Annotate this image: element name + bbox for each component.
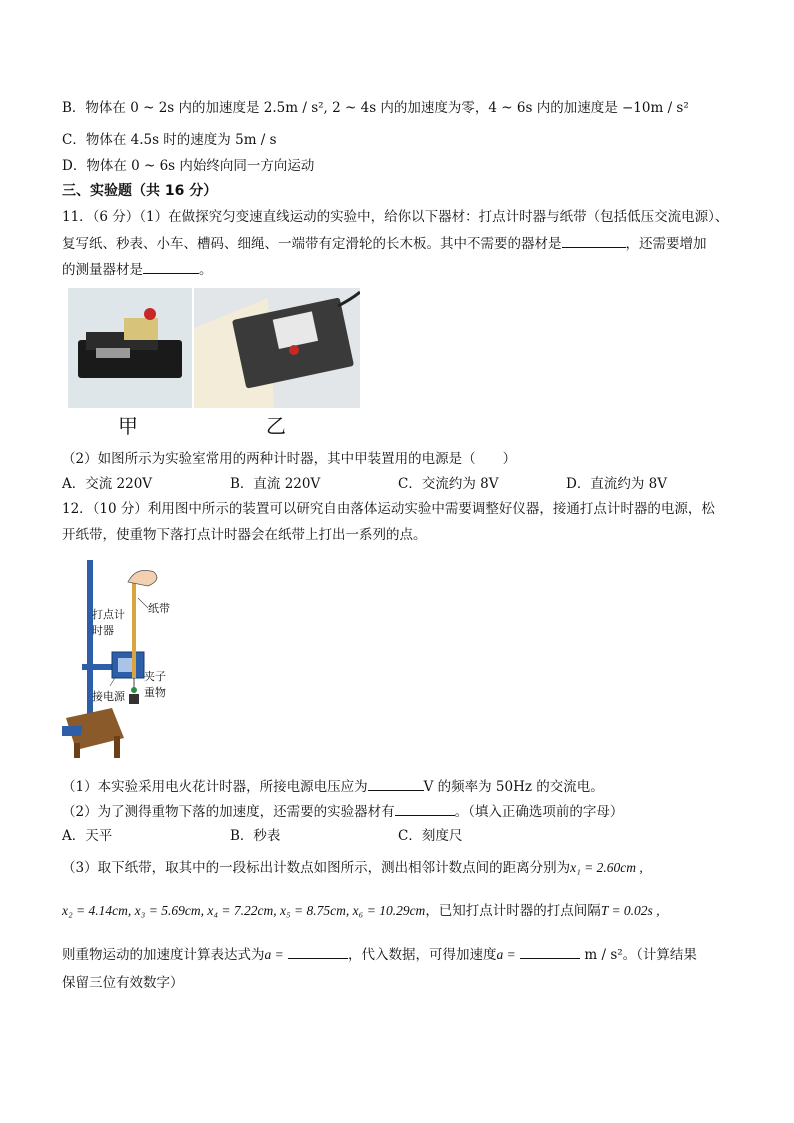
distances-formula: x₂ = 4.14cm, x₃ = 5.69cm, x₄ = 7.22cm, x₅ = 8.75cm, x₆ = 10.29cm bbox=[62, 903, 426, 918]
q12-part3-text-b: ，已知打点计时器的打点间隔 bbox=[425, 903, 601, 919]
q12-option-a[interactable]: A．天平 bbox=[62, 828, 113, 844]
answer-blank[interactable] bbox=[288, 944, 348, 959]
answer-blank[interactable] bbox=[143, 259, 199, 274]
q12-part1 bbox=[62, 776, 604, 797]
red-knob bbox=[144, 308, 156, 320]
label-timer-2: 时器 bbox=[92, 624, 114, 637]
timer-photos bbox=[68, 288, 360, 410]
q11-text-d: 。 bbox=[199, 262, 213, 278]
q12-line-1: 12．（10 分）利用图中所示的装置可以研究自由落体运动实验中需要调整好仪器，接通打点计时器的电源，松 bbox=[62, 501, 715, 517]
q11-text-c: 的测量器材是 bbox=[62, 262, 143, 278]
q12-part2 bbox=[62, 801, 623, 822]
q11-line-2 bbox=[62, 233, 707, 254]
label-timer: 打点计 bbox=[92, 608, 125, 621]
free-fall-apparatus bbox=[62, 558, 202, 758]
q12-part3-answer bbox=[62, 944, 697, 965]
metal-plate bbox=[96, 348, 130, 358]
q11-text-b: ，还需要增加 bbox=[625, 236, 707, 252]
label-yi: 乙 bbox=[266, 414, 286, 438]
q11-option-b[interactable]: B．直流 220V bbox=[230, 476, 321, 492]
period-formula: T = 0.02s , bbox=[600, 903, 660, 918]
q12-part3-values bbox=[62, 901, 660, 921]
q12-part2-text-b: 。（填入正确选项前的字母） bbox=[454, 804, 624, 820]
q11-line-1: 11．（6 分）（1）在做探究匀变速直线运动的实验中，给你以下器材：打点计时器与纸带（包括低压交流电源）、 bbox=[62, 209, 729, 225]
q11-part2: （2）如图所示为实验室常用的两种计时器，其中甲装置用的电源是（ ） bbox=[62, 451, 517, 467]
a-symbol: a = bbox=[496, 947, 516, 962]
q12-text-unit: m / s²。（计算结果 bbox=[584, 947, 697, 963]
answer-blank[interactable] bbox=[395, 801, 455, 816]
q12-option-b[interactable]: B．秒表 bbox=[230, 828, 281, 844]
section-title: 三、实验题（共 16 分） bbox=[62, 183, 218, 199]
label-jia: 甲 bbox=[118, 414, 138, 438]
q12-part2-text-a: （2）为了测得重物下落的加速度，还需要的实验器材有 bbox=[62, 804, 395, 820]
weight bbox=[129, 694, 139, 704]
option-c-text: C．物体在 4.5s 时的速度为 5m / s bbox=[62, 132, 277, 148]
table-leg bbox=[114, 736, 120, 758]
answer-blank[interactable] bbox=[562, 233, 626, 248]
q12-text-substitute: ，代入数据，可得加速度 bbox=[348, 947, 497, 963]
q12-part1-text-a: （1）本实验采用电火花计时器，所接电源电压应为 bbox=[62, 779, 368, 795]
paper-tape bbox=[132, 578, 136, 678]
q12-option-c[interactable]: C．刻度尺 bbox=[398, 828, 463, 844]
label-clip: 夹子 bbox=[144, 670, 166, 683]
a-symbol: a = bbox=[264, 947, 284, 962]
q12-line-2: 开纸带，使重物下落打点计时器会在纸带上打出一系列的点。 bbox=[62, 527, 427, 543]
label-tape: 纸带 bbox=[148, 602, 170, 615]
q11-line-3 bbox=[62, 259, 213, 280]
label-weight: 重物 bbox=[144, 686, 166, 699]
q12-part3-note: 保留三位有效数字） bbox=[62, 975, 184, 991]
answer-blank[interactable] bbox=[520, 944, 580, 959]
q12-part3-text: （3）取下纸带，取其中的一段标出计数点如图所示，测出相邻计数点间的距离分别为 bbox=[62, 860, 571, 876]
stand-base bbox=[62, 726, 82, 736]
q11-option-c[interactable]: C．交流约为 8V bbox=[398, 476, 499, 492]
q12-text-expression: 则重物运动的加速度计算表达式为 bbox=[62, 947, 265, 963]
q12-part3 bbox=[62, 858, 643, 878]
clip bbox=[131, 687, 137, 693]
q11-option-a[interactable]: A．交流 220V bbox=[62, 476, 153, 492]
timer-coil bbox=[118, 658, 132, 672]
red-button bbox=[289, 345, 299, 355]
tape-pointer bbox=[138, 598, 148, 608]
option-b-text: B．物体在 0 ~ 2s 内的加速度是 2.5m / s², 2 ~ 4s 内的加速度为零，4 ~ 6s 内的加速度是 −10m / s² bbox=[62, 100, 689, 116]
spark-timer-coil bbox=[124, 318, 158, 340]
q12-part1-text-b: V 的频率为 50Hz 的交流电。 bbox=[423, 779, 604, 795]
q11-option-d[interactable]: D．直流约为 8V bbox=[566, 476, 667, 492]
label-power: 接电源 bbox=[92, 690, 125, 703]
q11-text-a: 复写纸、秒表、小车、槽码、细绳、一端带有定滑轮的长木板。其中不需要的器材是 bbox=[62, 236, 562, 252]
answer-blank[interactable] bbox=[368, 776, 424, 791]
option-d-text: D．物体在 0 ~ 6s 内始终向同一方向运动 bbox=[62, 158, 315, 174]
table-leg bbox=[74, 743, 80, 758]
x1-formula: x₁ = 2.60cm , bbox=[570, 860, 643, 875]
